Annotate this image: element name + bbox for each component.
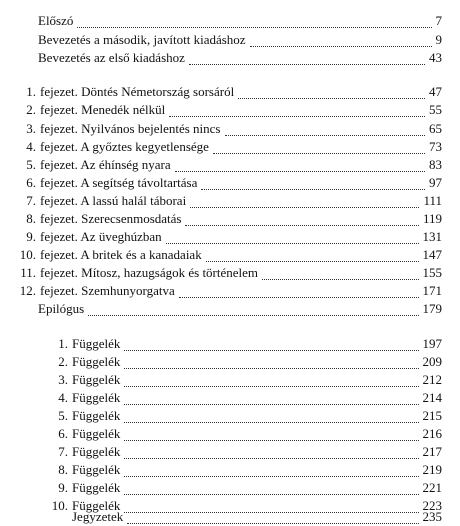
entry-title: fejezet. A lassú halál táborai <box>40 193 187 208</box>
dot-leader <box>124 482 418 495</box>
dot-leader <box>124 374 418 387</box>
entry-page-number: 219 <box>422 462 442 477</box>
chapter-number: 8. <box>26 211 36 226</box>
dot-leader <box>190 195 419 208</box>
entry-title: fejezet. Az üveghúzban <box>40 229 162 244</box>
entry-page-number: 155 <box>422 265 442 280</box>
appendix-number: 4. <box>58 390 68 405</box>
entry-title: fejezet. Szemhunyorgatva <box>40 283 175 298</box>
entry-title: Bevezetés az első kiadáshoz <box>38 50 185 65</box>
dot-leader <box>127 511 418 524</box>
toc-entry-front-matter[interactable] <box>38 31 442 49</box>
toc-entry-chapter[interactable] <box>14 83 442 101</box>
entry-title: fejezet. Menedék nélkül <box>40 102 166 117</box>
entry-page-number: 119 <box>422 211 442 226</box>
entry-page-number: 73 <box>429 139 442 154</box>
entry-page-number: 209 <box>422 354 442 369</box>
entry-page-number: 55 <box>429 102 442 117</box>
dot-leader <box>201 177 425 190</box>
dot-leader <box>185 213 418 226</box>
entry-title: fejezet. Az éhínség nyara <box>40 157 171 172</box>
entry-title: Függelék <box>72 444 121 459</box>
entry-page-number: 43 <box>429 50 442 65</box>
appendix-number: 3. <box>58 372 68 387</box>
appendix-number: 1. <box>58 336 68 351</box>
appendix-number: 10. <box>51 498 68 513</box>
dot-leader <box>124 356 418 369</box>
entry-title: Függelék <box>72 426 121 441</box>
dot-leader <box>124 428 418 441</box>
toc-entry-chapter[interactable] <box>14 101 442 119</box>
chapter-number: 1. <box>26 84 36 99</box>
entry-title: Epilógus <box>38 301 85 316</box>
appendix-number: 5. <box>58 408 68 423</box>
dot-leader <box>124 338 418 351</box>
entry-page-number: 214 <box>422 390 442 405</box>
dot-leader <box>250 34 432 47</box>
toc-entry-appendix[interactable] <box>46 425 442 443</box>
toc-entry-appendix[interactable] <box>46 371 442 389</box>
toc-entry-chapter[interactable] <box>14 246 442 264</box>
entry-page-number: 216 <box>422 426 442 441</box>
entry-page-number: 217 <box>422 444 442 459</box>
entry-title: Függelék <box>72 462 121 477</box>
chapter-number: 10. <box>19 247 36 262</box>
toc-entry-appendix[interactable] <box>46 461 442 479</box>
dot-leader <box>124 446 418 459</box>
entry-page-number: 131 <box>422 229 442 244</box>
entry-title: Függelék <box>72 480 121 495</box>
dot-leader <box>262 267 418 280</box>
entry-page-number: 223 <box>422 498 442 513</box>
dot-leader <box>179 285 419 298</box>
chapter-number: 3. <box>26 121 36 136</box>
entry-page-number: 7 <box>435 13 442 28</box>
dot-leader <box>189 52 425 65</box>
chapter-number: 7. <box>26 193 36 208</box>
entry-title: fejezet. Mítosz, hazugságok és történelem <box>40 265 259 280</box>
toc-entry-chapter[interactable] <box>14 282 442 300</box>
entry-title: Bevezetés a második, javított kiadáshoz <box>38 32 246 47</box>
entry-title: fejezet. A segítség távoltartása <box>40 175 198 190</box>
toc-entry-chapter[interactable] <box>14 138 442 156</box>
appendix-number: 7. <box>58 444 68 459</box>
toc-entry-chapter[interactable] <box>14 210 442 228</box>
dot-leader <box>175 159 425 172</box>
dot-leader <box>238 86 425 99</box>
appendix-number: 8. <box>58 462 68 477</box>
toc-entry-chapter[interactable] <box>14 264 442 282</box>
dot-leader <box>225 123 426 136</box>
dot-leader <box>124 392 418 405</box>
toc-entry-chapter[interactable] <box>14 174 442 192</box>
entry-title: Függelék <box>72 354 121 369</box>
entry-page-number: 221 <box>422 480 442 495</box>
entry-page-number: 97 <box>429 175 442 190</box>
entry-title: Függelék <box>72 336 121 351</box>
entry-title: Függelék <box>72 408 121 423</box>
toc-entry-appendix[interactable] <box>46 479 442 497</box>
appendix-number: 2. <box>58 354 68 369</box>
chapter-number: 2. <box>26 102 36 117</box>
entry-title: fejezet. Döntés Németország sorsáról <box>40 84 235 99</box>
entry-title: Előszó <box>38 13 74 28</box>
entry-page-number: 111 <box>423 193 442 208</box>
dot-leader <box>213 141 425 154</box>
entry-page-number: 212 <box>422 372 442 387</box>
chapter-number: 9. <box>26 229 36 244</box>
toc-entry-appendix[interactable] <box>46 443 442 461</box>
dot-leader <box>169 104 425 117</box>
appendix-number: 9. <box>58 480 68 495</box>
dot-leader <box>166 231 419 244</box>
entry-page-number: 83 <box>429 157 442 172</box>
entry-page-number: 147 <box>422 247 442 262</box>
entry-title: fejezet. Szerecsenmosdatás <box>40 211 182 226</box>
chapter-number: 5. <box>26 157 36 172</box>
chapter-number: 12. <box>19 283 36 298</box>
toc-entry-appendix[interactable] <box>46 407 442 425</box>
entry-page-number: 179 <box>422 301 442 316</box>
entry-title: Jegyzetek <box>72 509 124 524</box>
entry-page-number: 235 <box>422 509 442 524</box>
toc-entry-epilogue[interactable] <box>38 300 442 318</box>
entry-page-number: 9 <box>435 32 442 47</box>
toc-entry-appendix[interactable] <box>46 389 442 407</box>
toc-entry-notes[interactable] <box>72 508 442 526</box>
toc-entry-chapter[interactable] <box>14 120 442 138</box>
toc-entry-appendix[interactable] <box>46 353 442 371</box>
entry-title: Függelék <box>72 390 121 405</box>
appendix-number: 6. <box>58 426 68 441</box>
toc-entry-appendix[interactable] <box>46 335 442 353</box>
entry-title: Függelék <box>72 372 121 387</box>
entry-title: Függelék <box>72 498 121 513</box>
entry-page-number: 65 <box>429 121 442 136</box>
dot-leader <box>206 249 419 262</box>
entry-page-number: 171 <box>422 283 442 298</box>
dot-leader <box>124 464 418 477</box>
dot-leader <box>88 303 418 316</box>
toc-entry-chapter[interactable] <box>14 192 442 210</box>
entry-page-number: 47 <box>429 84 442 99</box>
entry-title: fejezet. Nyilvános bejelentés nincs <box>40 121 221 136</box>
entry-title: fejezet. A győztes kegyetlensége <box>40 139 209 154</box>
entry-title: fejezet. A britek és a kanadaiak <box>40 247 202 262</box>
chapter-number: 6. <box>26 175 36 190</box>
entry-page-number: 197 <box>422 336 442 351</box>
entry-page-number: 215 <box>422 408 442 423</box>
dot-leader <box>124 410 418 423</box>
toc-entry-chapter[interactable] <box>14 156 442 174</box>
chapter-number: 4. <box>26 139 36 154</box>
toc-entry-chapter[interactable] <box>14 228 442 246</box>
dot-leader <box>77 15 431 28</box>
toc-entry-front-matter[interactable] <box>38 49 442 67</box>
toc-entry-front-matter[interactable] <box>38 12 442 30</box>
chapter-number: 11. <box>20 265 36 280</box>
